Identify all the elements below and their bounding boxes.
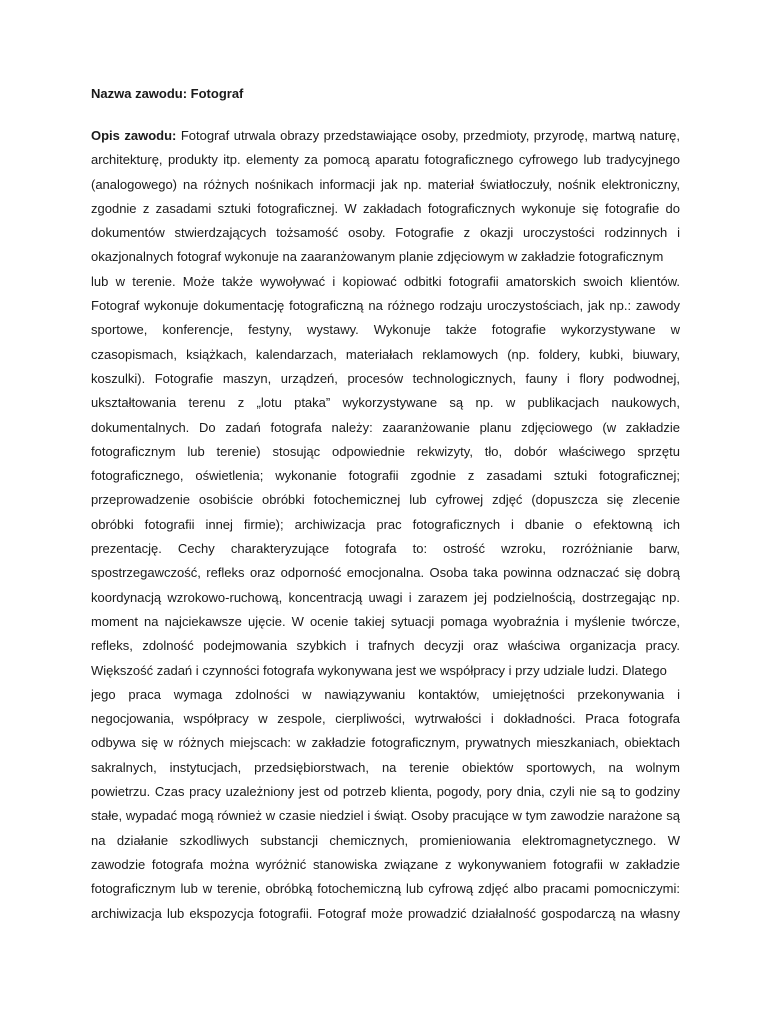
text-line: spostrzegawczość, refleks oraz odporność emocjonalna. Osoba taka powinna odznaczać się dobrą	[91, 565, 680, 581]
text-line: koszulki). Fotografie maszyn, urządzeń, procesów technologicznych, fauny i flory podwodnej,	[91, 370, 680, 386]
text-line: ukształtowania terenu z „lotu ptaka” wykorzystywane są np. w publikacjach naukowych,	[91, 395, 680, 411]
text-line: Fotograf wykonuje dokumentację fotograficzną na różnego rodzaju uroczystościach, jak np.: zawody	[91, 298, 680, 314]
text-line: prezentację. Cechy charakteryzujące fotografa to: ostrość wzroku, rozróżnianie barw,	[91, 541, 680, 557]
text-line: sportowe, konferencje, festyny, wystawy. Wykonuje także fotografie wykorzystywane w	[91, 322, 680, 338]
text-line: fotograficznym lub terenie) stosując odpowiednie rekwizyty, tło, dobór właściwego sprzętu	[91, 443, 680, 459]
text-line: negocjowania, współpracy w zespole, cierpliwości, wytrwałości i dokładności. Praca fotografa	[91, 711, 680, 727]
text-line: archiwizacja lub ekspozycja fotografii. Fotograf może prowadzić działalność gospodarczą na własny	[91, 905, 680, 921]
text-line: zgodnie z zasadami sztuki fotograficznej. W zakładach fotograficznych wykonuje się fotografie do	[91, 200, 680, 216]
text-line: koordynacją wzrokowo-ruchową, koncentracją uwagi i zarazem jej podzielnością, dostrzegając np.	[91, 589, 680, 605]
text-line: czasopismach, książkach, kalendarzach, materiałach reklamowych (np. foldery, kubki, biuwary,	[91, 346, 680, 362]
text-line: okazjonalnych fotograf wykonuje na zaaranżowanym planie zdjęciowym w zakładzie fotograficznym	[91, 249, 664, 265]
text-line: moment na najciekawsze ujęcie. W ocenie takiej sytuacji pomaga wyobraźnia i myślenie twórcze,	[91, 613, 680, 629]
text-line: przeprowadzenie osobiście obróbki fotochemicznej lub cyfrowej zdjęć (dopuszcza się zlecenie	[91, 492, 680, 508]
text-line: fotograficznym lub w terenie, obróbką fotochemiczną lub cyfrową zdjęć albo pracami pomocniczymi:	[91, 881, 680, 897]
text-line: dokumentalnych. Do zadań fotografa należy: zaaranżowanie planu zdjęciowego (w zakładzie	[91, 419, 680, 435]
document-title: Nazwa zawodu: Fotograf	[91, 86, 244, 101]
text-line: architekturę, produkty itp. elementy za pomocą aparatu fotograficznego cyfrowego lub tradycyjnego	[91, 152, 680, 168]
text-line	[91, 124, 680, 148]
description-label: Opis zawodu:	[91, 128, 177, 143]
text-line: jego praca wymaga zdolności w nawiązywaniu kontaktów, umiejętności przekonywania i	[91, 686, 680, 702]
text-line: odbywa się w różnych miejscach: w zakładzie fotograficznym, prywatnych mieszkaniach, obiektach	[91, 735, 680, 751]
text-line: lub w terenie. Może także wywoływać i kopiować odbitki fotografii amatorskich swoich klientów.	[91, 273, 680, 289]
text-line: fotograficznego, oświetlenia; wykonanie fotografii zgodnie z zasadami sztuki fotograficznej;	[91, 468, 680, 484]
description-text	[91, 124, 680, 926]
text-line: refleks, zdolność podejmowania szybkich i trafnych decyzji oraz właściwa organizacja pracy.	[91, 638, 680, 654]
text-line: Większość zadań i czynności fotografa wykonywana jest we współpracy i przy udziale ludzi. Dlatego	[91, 662, 667, 678]
text-line: zawodzie fotografa można wyróżnić stanowiska związane z wykonywaniem fotografii w zakładzie	[91, 856, 680, 872]
text-line: powietrzu. Czas pracy uzależniony jest od potrzeb klienta, pogody, pory dnia, czyli nie są to godziny	[91, 784, 680, 800]
document-body	[91, 84, 680, 926]
text-line: obróbki fotografii innej firmie); archiwizacja prac fotograficznych i dbanie o efektowną ich	[91, 516, 680, 532]
text-line: sakralnych, instytucjach, przedsiębiorstwach, na terenie obiektów sportowych, na wolnym	[91, 759, 680, 775]
text-line: na działanie szkodliwych substancji chemicznych, promieniowania elektromagnetycznego. W	[91, 832, 680, 848]
text-line: (analogowego) na różnych nośnikach informacji jak np. materiał światłoczuły, nośnik elektroniczny,	[91, 176, 680, 192]
text-line: stałe, wypadać mogą również w czasie niedziel i świąt. Osoby pracujące w tym zawodzie narażone są	[91, 808, 680, 824]
text-line: dokumentów stwierdzających tożsamość osoby. Fotografie z okazji uroczystości rodzinnych i	[91, 225, 680, 241]
text-line-content: Fotograf utrwala obrazy przedstawiające osoby, przedmioty, przyrodę, martwą naturę,	[176, 128, 680, 143]
